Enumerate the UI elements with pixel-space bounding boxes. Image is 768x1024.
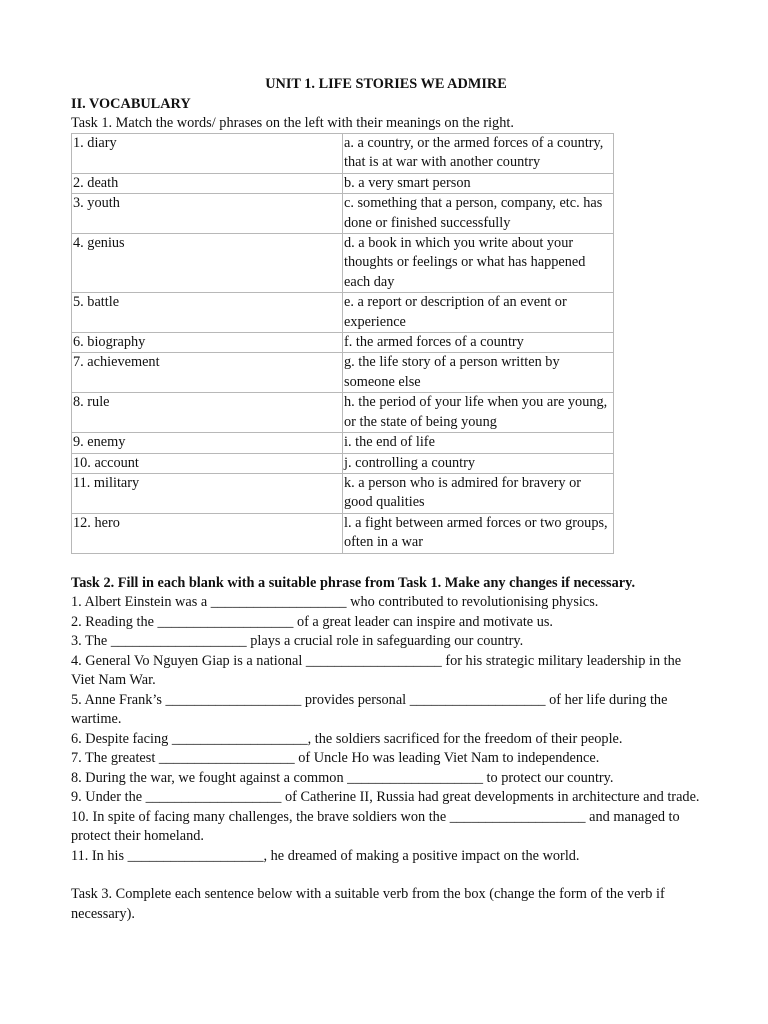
meaning-cell: e. a report or description of an event or experience <box>343 293 614 333</box>
table-row <box>72 513 614 553</box>
table-row <box>72 433 614 453</box>
table-row <box>72 173 614 193</box>
section-heading: II. VOCABULARY <box>71 96 191 112</box>
word-cell: 1. diary <box>72 134 343 174</box>
table-row <box>72 353 614 393</box>
meaning-cell: a. a country, or the armed forces of a country, that is at war with another country <box>343 134 614 174</box>
meaning-cell: b. a very smart person <box>343 173 614 193</box>
table-row <box>72 134 614 174</box>
task2-sentence: 5. Anne Frank’s ___________________ provides personal ___________________ of her life during the wartime. <box>71 691 668 728</box>
word-cell: 4. genius <box>72 234 343 293</box>
word-cell: 2. death <box>72 173 343 193</box>
task2-instruction: Task 2. Fill in each blank with a suitable phrase from Task 1. Make any changes if necessary. <box>71 574 636 591</box>
table-row <box>72 194 614 234</box>
meaning-cell: d. a book in which you write about your thoughts or feelings or what has happened each day <box>343 234 614 293</box>
word-cell: 9. enemy <box>72 433 343 453</box>
word-cell: 11. military <box>72 473 343 513</box>
table-row <box>72 293 614 333</box>
task3-instruction: Task 3. Complete each sentence below with a suitable verb from the box (change the form of the verb if necessary). <box>71 886 665 922</box>
word-cell: 12. hero <box>72 513 343 553</box>
meaning-cell: f. the armed forces of a country <box>343 333 614 353</box>
meaning-cell: g. the life story of a person written by someone else <box>343 353 614 393</box>
word-cell: 6. biography <box>72 333 343 353</box>
task2-sentence: 1. Albert Einstein was a ___________________ who contributed to revolutionising physics. <box>71 594 599 611</box>
meaning-cell: h. the period of your life when you are young, or the state of being young <box>343 393 614 433</box>
meaning-cell: k. a person who is admired for bravery or good qualities <box>343 473 614 513</box>
matching-table <box>71 133 614 554</box>
meaning-cell: c. something that a person, company, etc. has done or finished successfully <box>343 194 614 234</box>
task2-sentence: 10. In spite of facing many challenges, the brave soldiers won the ___________________ and managed to protect their homeland. <box>71 808 680 845</box>
word-cell: 10. account <box>72 453 343 473</box>
word-cell: 7. achievement <box>72 353 343 393</box>
task1-instruction: Task 1. Match the words/ phrases on the left with their meanings on the right. <box>71 115 514 131</box>
task2-sentence: 9. Under the ___________________ of Catherine II, Russia had great developments in architecture and trade. <box>71 789 700 806</box>
task2-sentence: 7. The greatest ___________________ of Uncle Ho was leading Viet Nam to independence. <box>71 750 600 767</box>
table-row <box>72 473 614 513</box>
task2-sentence: 6. Despite facing ___________________, the soldiers sacrificed for the freedom of their people. <box>71 730 623 747</box>
word-cell: 3. youth <box>72 194 343 234</box>
task2-sentence: 3. The ___________________ plays a crucial role in safeguarding our country. <box>71 633 524 650</box>
task2-sentence: 4. General Vo Nguyen Giap is a national ___________________ for his strategic military leadership in the Viet Nam War. <box>71 652 682 689</box>
worksheet-page <box>71 74 701 924</box>
table-row <box>72 393 614 433</box>
task2-sentence: 2. Reading the ___________________ of a great leader can inspire and motivate us. <box>71 613 553 630</box>
task2-sentence-list <box>71 593 701 866</box>
meaning-cell: j. controlling a country <box>343 453 614 473</box>
table-row <box>72 453 614 473</box>
task2-sentence: 11. In his ___________________, he dreamed of making a positive impact on the world. <box>71 847 580 864</box>
meaning-cell: i. the end of life <box>343 433 614 453</box>
table-row <box>72 333 614 353</box>
word-cell: 5. battle <box>72 293 343 333</box>
meaning-cell: l. a fight between armed forces or two groups, often in a war <box>343 513 614 553</box>
word-cell: 8. rule <box>72 393 343 433</box>
task2-sentence: 8. During the war, we fought against a common ___________________ to protect our country. <box>71 769 614 786</box>
table-row <box>72 234 614 293</box>
page-title: UNIT 1. LIFE STORIES WE ADMIRE <box>265 76 507 92</box>
